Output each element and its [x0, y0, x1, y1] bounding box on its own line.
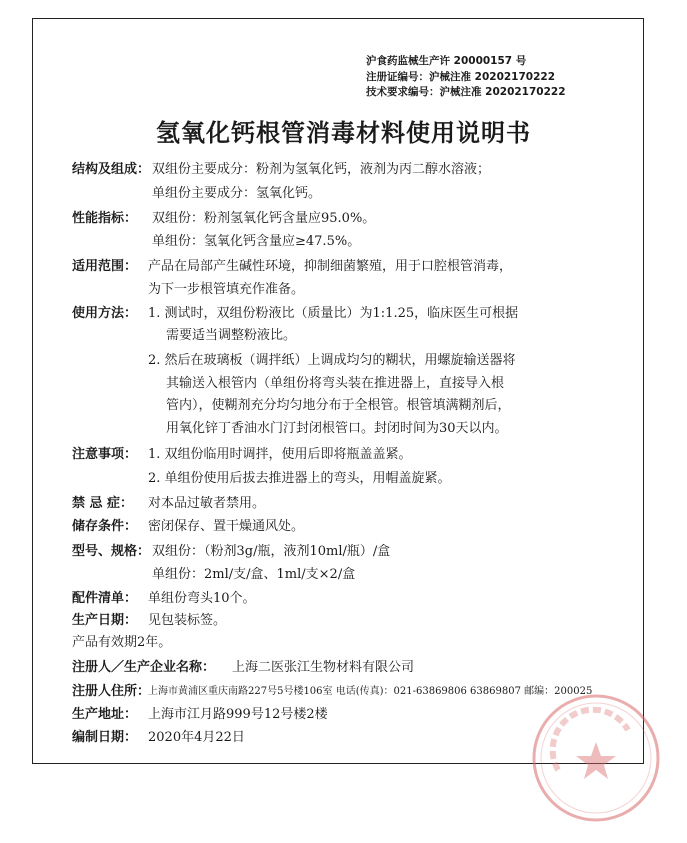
compiled-date-text: 2020年4月22日 [148, 730, 245, 745]
accessories-text: 单组份弯头10个。 [148, 591, 256, 606]
usage-step2-line1: 2. 然后在玻璃板（调拌纸）上调成均匀的糊状，用螺旋输送器将 [148, 353, 516, 368]
scope-line2: 为下一步根管填充作准备。 [148, 282, 305, 297]
usage-step1-line1: 1. 测试时，双组份粉液比（质量比）为1:1.25，临床医生可根据 [148, 306, 519, 321]
usage-step1-line2: 需要适当调整粉液比。 [166, 328, 297, 343]
performance-line1: 双组份：粉剂氢氧化钙含量应95.0%。 [152, 211, 376, 226]
scope-label: 适用范围： [72, 259, 138, 274]
usage-step2-line3: 管内），使糊剂充分均匀地分布于全根管。根管填满糊剂后， [166, 398, 511, 413]
registration-number: 注册证编号：沪械注准 20202170222 [366, 71, 556, 83]
company-seal [528, 690, 664, 826]
model-label: 型号、规格： [72, 544, 151, 559]
performance-label: 性能指标： [72, 211, 138, 226]
production-date-text: 见包装标签。 [148, 613, 227, 628]
registrant-address-text: 上海市黄浦区重庆南路227号5号楼106室 电话(传真)：021-63869806 63869807 邮编：200025 [148, 686, 593, 697]
model-line2: 单组份：2ml/支/盒、1ml/支×2/盒 [152, 567, 356, 582]
seal-star-icon [576, 742, 616, 779]
compiled-date-label: 编制日期： [72, 730, 138, 745]
contraindication-text: 对本品过敏者禁用。 [148, 496, 266, 511]
accessories-label: 配件清单： [72, 591, 138, 606]
usage-label: 使用方法： [72, 306, 138, 321]
registrant-name: 上海二医张江生物材料有限公司 [232, 660, 415, 675]
production-license: 沪食药监械生产许 20000157 号 [366, 55, 527, 67]
composition-line1: 双组份主要成分：粉剂为氢氧化钙，液剂为丙二醇水溶液； [152, 162, 491, 177]
contraindication-label: 禁 忌 症： [72, 496, 134, 511]
production-address-text: 上海市江月路999号12号楼2楼 [148, 707, 328, 722]
performance-line2: 单组份：氢氧化钙含量应≥47.5%。 [152, 234, 361, 249]
model-line1: 双组份：（粉剂3g/瓶，液剂10ml/瓶）/盒 [152, 544, 391, 559]
storage-label: 储存条件： [72, 519, 138, 534]
registrant-address-label: 注册人住所： [72, 684, 151, 699]
composition-label: 结构及组成： [72, 162, 151, 177]
production-date-label: 生产日期： [72, 613, 138, 628]
scope-line1: 产品在局部产生碱性环境，抑制细菌繁殖，用于口腔根管消毒， [148, 259, 513, 274]
usage-step2-line2: 其输送入根管内（单组份将弯头装在推进器上，直接导入根 [166, 376, 505, 391]
production-address-label: 生产地址： [72, 707, 138, 722]
precautions-line2: 2. 单组份使用后拔去推进器上的弯头，用帽盖旋紧。 [148, 471, 451, 486]
composition-line2: 单组份主要成分：氢氧化钙。 [152, 186, 322, 201]
registrant-label: 注册人／生产企业名称： [72, 660, 216, 675]
validity-text: 产品有效期2年。 [72, 635, 172, 650]
tech-requirement-number: 技术要求编号：沪械注准 20202170222 [366, 86, 566, 98]
precautions-line1: 1. 双组份临用时调拌，使用后即将瓶盖盖紧。 [148, 447, 412, 462]
storage-text: 密闭保存、置干燥通风处。 [148, 519, 305, 534]
usage-step2-line4: 用氧化锌丁香油水门汀封闭根管口。封闭时间为30天以内。 [166, 421, 508, 436]
document-title: 氢氧化钙根管消毒材料使用说明书 [156, 119, 531, 147]
precautions-label: 注意事项： [72, 447, 138, 462]
